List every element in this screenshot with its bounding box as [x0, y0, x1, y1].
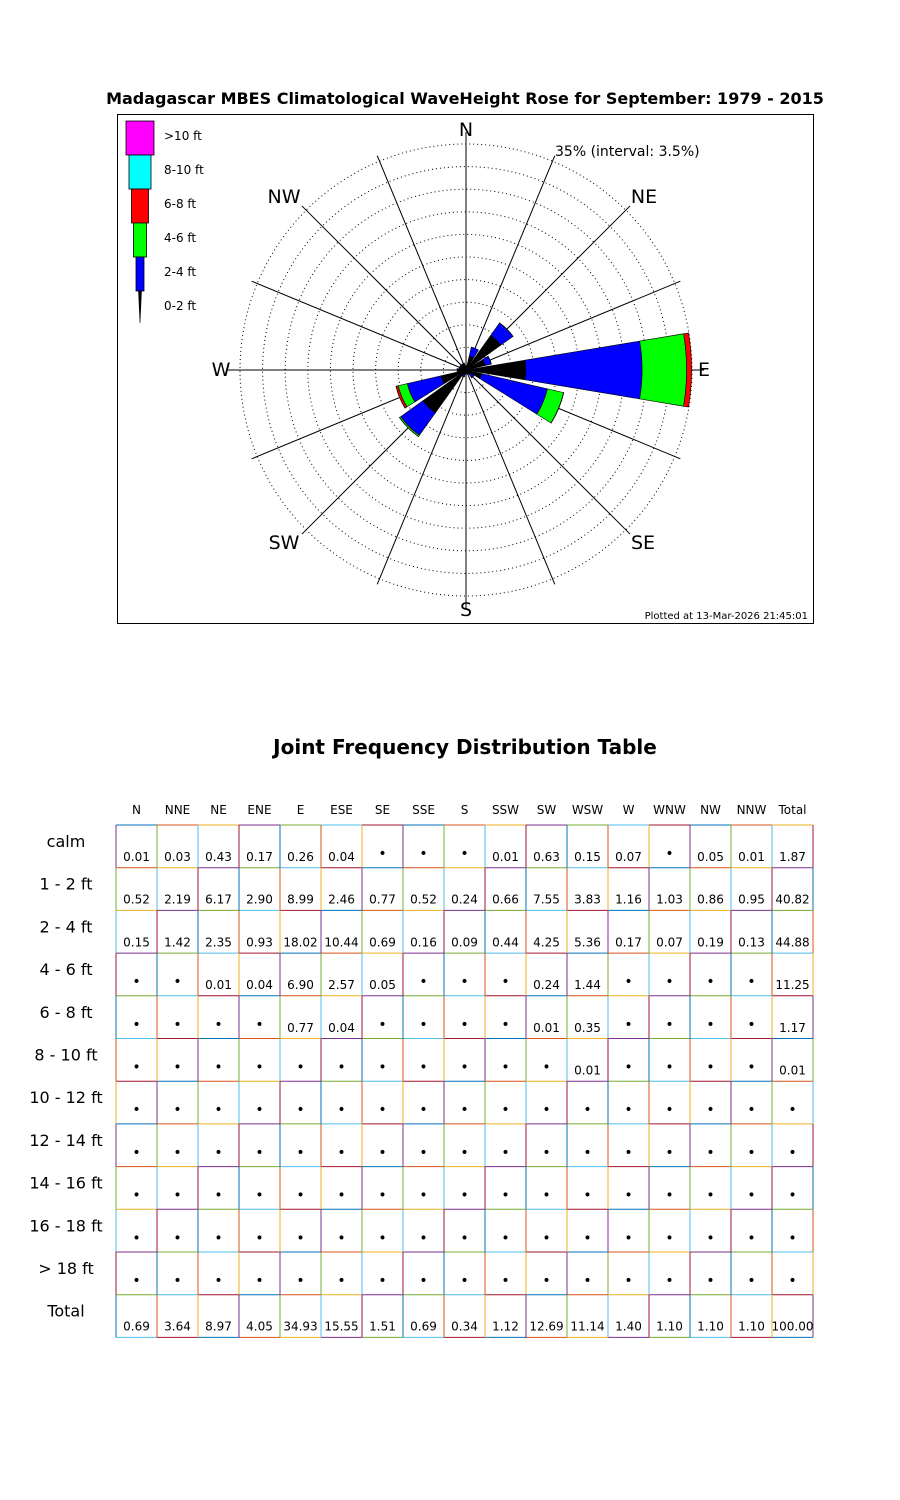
column-header-ene: ENE [247, 803, 272, 817]
column-header-se: SE [374, 803, 391, 817]
column-header-ese: ESE [330, 803, 353, 817]
table-cell: • [419, 846, 428, 862]
column-header-total: Total [778, 803, 807, 817]
column-header-w: W [622, 803, 635, 817]
table-cell: • [624, 1059, 633, 1076]
table-cell: 12.69 [529, 1319, 564, 1334]
table-cell: • [255, 1102, 264, 1119]
table-cell: • [747, 1144, 756, 1161]
table-cell: • [460, 1273, 469, 1289]
table-cell: • [583, 1144, 592, 1161]
row-label: 16 - 18 ft [29, 1216, 103, 1236]
table-cell: 2.46 [328, 892, 355, 907]
rose-title: Madagascar MBES Climatological WaveHeight Rose for September: 1979 - 2015 [106, 89, 824, 108]
table-cell: • [337, 1059, 346, 1076]
plotted-timestamp: Plotted at 13-Mar-2026 21:45:01 [644, 611, 808, 622]
table-cell: • [460, 1187, 469, 1204]
table-cell: 0.63 [533, 850, 560, 864]
rose-spoke [302, 206, 466, 370]
table-cell: • [255, 1059, 264, 1076]
table-cell: • [583, 1187, 592, 1204]
table-cell: 1.17 [779, 1020, 806, 1035]
table-cell: • [214, 1016, 223, 1033]
compass-label-nw: NW [267, 186, 301, 208]
table-cell: • [788, 1144, 797, 1161]
table-cell: • [706, 1144, 715, 1161]
table-cell: 4.25 [533, 935, 560, 950]
row-label: 4 - 6 ft [39, 960, 93, 980]
table-cell: • [296, 1102, 305, 1119]
table-cell: • [624, 1230, 633, 1247]
table-cell: 0.01 [779, 1063, 806, 1078]
table-cell: 3.83 [574, 892, 601, 907]
table-cell: • [542, 1144, 551, 1161]
table-cell: 0.01 [738, 850, 765, 864]
table-cell: • [337, 1144, 346, 1161]
table-cell: • [665, 1144, 674, 1161]
table-cell: 1.16 [615, 892, 642, 907]
compass-label-e: E [697, 359, 711, 381]
column-header-nw: NW [700, 803, 721, 817]
legend-label: 8-10 ft [164, 163, 204, 177]
table-cell: • [214, 1273, 223, 1289]
rose-spoke [252, 281, 466, 370]
table-cell: • [419, 1144, 428, 1161]
table-cell: 0.69 [410, 1319, 437, 1334]
table-cell: • [706, 1187, 715, 1204]
rose-plot-frame [117, 114, 814, 624]
table-cell: • [788, 1187, 797, 1204]
column-header-ssw: SSW [491, 803, 520, 817]
table-cell: • [788, 1230, 797, 1247]
table-cell: 0.19 [697, 935, 724, 950]
table-cell: 6.17 [205, 892, 232, 907]
table-cell: • [173, 1187, 182, 1204]
table-cell: 6.90 [287, 978, 314, 993]
table-cell: 0.07 [656, 935, 683, 950]
table-cell: • [501, 1102, 510, 1119]
table-cell: 0.77 [369, 892, 396, 907]
table-cell: 0.86 [697, 892, 724, 907]
table-cell: • [296, 1144, 305, 1161]
table-cell: • [542, 1230, 551, 1247]
table-cell: • [460, 846, 469, 862]
table-cell: • [132, 1273, 141, 1289]
table-cell: • [296, 1230, 305, 1247]
table-cell: • [665, 1102, 674, 1119]
table-cell: 0.43 [205, 850, 232, 864]
column-header-wsw: WSW [571, 803, 604, 817]
compass-label-ne: NE [630, 186, 658, 208]
table-cell: • [132, 1016, 141, 1033]
table-cell: • [542, 1102, 551, 1119]
table-cell: 0.04 [246, 978, 273, 993]
row-label: 10 - 12 ft [29, 1088, 103, 1108]
table-cell: 18.02 [283, 935, 318, 950]
table-cell: 34.93 [283, 1319, 318, 1334]
table-cell: 0.52 [123, 892, 150, 907]
table-cell: • [419, 974, 428, 991]
table-cell: 1.44 [574, 978, 601, 993]
radius-scale-label: 35% (interval: 3.5%) [555, 144, 700, 160]
table-title: Joint Frequency Distribution Table [273, 735, 657, 759]
table-cell: • [132, 1102, 141, 1119]
table-cell: • [501, 1016, 510, 1033]
table-cell: • [296, 1273, 305, 1289]
table-cell: 3.64 [164, 1319, 191, 1334]
table-cell: • [583, 1230, 592, 1247]
compass-label-s: S [459, 599, 473, 621]
column-header-sse: SSE [412, 803, 435, 817]
table-cell: 0.01 [205, 978, 232, 993]
table-cell: • [378, 1187, 387, 1204]
table-cell: • [747, 1102, 756, 1119]
row-label: calm [46, 832, 86, 851]
table-cell: • [255, 1016, 264, 1033]
table-cell: • [706, 1059, 715, 1076]
rose-wedge-sse-bin1 [467, 373, 469, 374]
table-cell: • [132, 974, 141, 991]
table-cell: • [542, 1059, 551, 1076]
table-cell: • [665, 1187, 674, 1204]
table-cell: • [501, 974, 510, 991]
table-cell: 0.66 [492, 892, 519, 907]
column-header-sw: SW [536, 803, 557, 817]
table-cell: 5.36 [574, 935, 601, 950]
table-cell: • [214, 1102, 223, 1119]
table-cell: 2.90 [246, 892, 273, 907]
table-cell: • [132, 1230, 141, 1247]
table-cell: 0.69 [369, 935, 396, 950]
table-cell: • [337, 1102, 346, 1119]
table-cell: • [747, 1016, 756, 1033]
table-cell: • [255, 1273, 264, 1289]
table-cell: 0.44 [492, 935, 519, 950]
legend-label: 4-6 ft [164, 231, 197, 245]
table-cell: 0.09 [451, 935, 478, 950]
table-cell: • [173, 1016, 182, 1033]
table-cell: • [788, 1273, 797, 1289]
column-header-e: E [296, 803, 305, 817]
table-cell: • [706, 1230, 715, 1247]
table-cell: 40.82 [775, 892, 810, 907]
table-cell: 1.51 [369, 1319, 396, 1334]
table-cell: 0.13 [738, 935, 765, 950]
table-cell: • [378, 1230, 387, 1247]
legend-swatch [136, 257, 144, 291]
table-cell: • [132, 1187, 141, 1204]
legend-label: >10 ft [164, 129, 202, 143]
table-cell: • [132, 1144, 141, 1161]
rose-wedge-w-bin1 [457, 369, 458, 372]
table-cell: • [460, 974, 469, 991]
table-cell: 0.15 [574, 850, 601, 864]
table-cell: 1.12 [492, 1319, 519, 1334]
table-cell: • [378, 1016, 387, 1033]
table-cell: 1.10 [697, 1319, 724, 1334]
table-cell: • [706, 1273, 715, 1289]
table-cell: • [460, 1016, 469, 1033]
table-cell: • [173, 974, 182, 991]
table-cell: • [747, 974, 756, 991]
legend-label: 2-4 ft [164, 265, 197, 279]
table-cell: 7.55 [533, 892, 560, 907]
legend-label: 0-2 ft [164, 299, 197, 313]
legend-swatch [126, 121, 154, 155]
table-cell: • [337, 1273, 346, 1289]
table-cell: • [173, 1059, 182, 1076]
table-cell: • [255, 1230, 264, 1247]
table-cell: 0.17 [615, 935, 642, 950]
table-cell: • [624, 1273, 633, 1289]
rose-spoke [377, 156, 466, 370]
table-cell: • [173, 1230, 182, 1247]
table-cell: • [788, 1102, 797, 1119]
table-cell: 0.34 [451, 1319, 478, 1334]
row-label: > 18 ft [38, 1259, 94, 1278]
table-cell: 0.35 [574, 1020, 601, 1035]
table-cell: • [624, 1187, 633, 1204]
legend-swatch [139, 291, 142, 323]
table-cell: • [255, 1144, 264, 1161]
table-cell: • [542, 1273, 551, 1289]
column-header-wnw: WNW [653, 803, 686, 817]
table-cell: • [419, 1230, 428, 1247]
table-cell: 2.57 [328, 978, 355, 993]
legend-swatch [132, 189, 149, 223]
table-cell: 0.04 [328, 850, 355, 864]
table-cell: 1.87 [779, 850, 806, 864]
joint-frequency-table [0, 795, 900, 1355]
table-cell: • [624, 1102, 633, 1119]
table-cell: • [173, 1102, 182, 1119]
table-cell: • [173, 1144, 182, 1161]
table-cell: 0.05 [697, 850, 724, 864]
legend-swatch [134, 223, 147, 257]
legend-swatch [129, 155, 151, 189]
table-cell: 0.16 [410, 935, 437, 950]
table-cell: 4.05 [246, 1319, 273, 1334]
table-cell: • [583, 1102, 592, 1119]
table-cell: • [419, 1187, 428, 1204]
table-cell: • [501, 1230, 510, 1247]
table-cell: • [624, 1016, 633, 1033]
table-cell: 0.17 [246, 850, 273, 864]
row-label: 1 - 2 ft [39, 874, 93, 894]
table-cell: • [706, 1016, 715, 1033]
table-cell: • [378, 1144, 387, 1161]
table-cell: • [419, 1102, 428, 1119]
row-label: 2 - 4 ft [39, 917, 93, 937]
row-label: 6 - 8 ft [39, 1002, 93, 1022]
compass-label-se: SE [630, 532, 656, 554]
table-cell: 100.00 [771, 1319, 814, 1334]
table-cell: • [501, 1187, 510, 1204]
table-cell: • [747, 1230, 756, 1247]
column-header-n: N [132, 803, 141, 817]
table-cell: • [296, 1059, 305, 1076]
compass-label-sw: SW [268, 532, 300, 554]
table-cell: • [460, 1230, 469, 1247]
table-cell: 0.93 [246, 935, 273, 950]
table-cell: • [378, 846, 387, 862]
table-cell: 0.24 [533, 978, 560, 993]
row-label: 14 - 16 ft [29, 1173, 103, 1193]
table-cell: • [501, 1059, 510, 1076]
table-cell: • [665, 846, 674, 862]
table-cell: 0.15 [123, 935, 150, 950]
table-cell: 8.99 [287, 892, 314, 907]
table-cell: 11.25 [775, 978, 810, 993]
table-cell: 0.04 [328, 1020, 355, 1035]
row-label: 8 - 10 ft [34, 1045, 98, 1065]
table-cell: 0.24 [451, 892, 478, 907]
table-cell: 2.35 [205, 935, 232, 950]
table-cell: 0.03 [164, 850, 191, 864]
table-cell: • [665, 974, 674, 991]
table-cell: • [665, 1059, 674, 1076]
table-cell: • [501, 1144, 510, 1161]
table-cell: • [337, 1187, 346, 1204]
table-cell: 1.42 [164, 935, 191, 950]
table-cell: 0.69 [123, 1319, 150, 1334]
table-cell: • [214, 1059, 223, 1076]
table-cell: 1.10 [738, 1319, 765, 1334]
table-cell: 0.05 [369, 978, 396, 993]
table-cell: • [747, 1273, 756, 1289]
table-cell: • [624, 974, 633, 991]
table-cell: 1.40 [615, 1319, 642, 1334]
column-header-s: S [460, 803, 469, 817]
table-cell: • [419, 1273, 428, 1289]
table-cell: 11.14 [570, 1319, 605, 1334]
table-cell: 0.52 [410, 892, 437, 907]
table-cell: • [624, 1144, 633, 1161]
table-cell: 0.26 [287, 850, 314, 864]
wave-rose-chart [118, 115, 813, 623]
table-cell: • [747, 1059, 756, 1076]
table-cell: • [460, 1144, 469, 1161]
table-cell: 1.03 [656, 892, 683, 907]
table-cell: • [747, 1187, 756, 1204]
compass-label-n: N [458, 119, 474, 141]
table-cell: • [214, 1187, 223, 1204]
table-cell: • [665, 1016, 674, 1033]
table-cell: • [419, 1059, 428, 1076]
table-cell: • [173, 1273, 182, 1289]
table-cell: 15.55 [324, 1319, 359, 1334]
table-cell: 0.01 [533, 1020, 560, 1035]
table-cell: 0.95 [738, 892, 765, 907]
table-cell: 0.01 [574, 1063, 601, 1078]
compass-label-w: W [211, 359, 231, 381]
table-cell: • [337, 1230, 346, 1247]
table-cell: • [214, 1144, 223, 1161]
table-cell: • [378, 1102, 387, 1119]
row-label: 12 - 14 ft [29, 1130, 103, 1150]
table-cell: • [255, 1187, 264, 1204]
table-cell: 0.01 [123, 850, 150, 864]
table-cell: 10.44 [324, 935, 359, 950]
rose-wedge-n-bin1 [465, 366, 466, 367]
table-cell: 44.88 [775, 935, 810, 950]
column-header-nne: NNE [164, 803, 191, 817]
table-cell: • [296, 1187, 305, 1204]
table-cell: • [378, 1273, 387, 1289]
table-cell: • [132, 1059, 141, 1076]
table-cell: 8.97 [205, 1319, 232, 1334]
table-cell: 1.10 [656, 1319, 683, 1334]
table-cell: 0.07 [615, 850, 642, 864]
table-cell: • [706, 974, 715, 991]
table-cell: • [214, 1230, 223, 1247]
table-cell: • [460, 1059, 469, 1076]
table-cell: • [419, 1016, 428, 1033]
table-cell: 0.01 [492, 850, 519, 864]
table-cell: 2.19 [164, 892, 191, 907]
table-cell: • [583, 1273, 592, 1289]
table-cell: • [542, 1187, 551, 1204]
column-header-ne: NE [210, 803, 227, 817]
column-header-nnw: NNW [736, 803, 767, 817]
row-label: Total [47, 1301, 85, 1321]
table-cell: • [665, 1273, 674, 1289]
table-cell: • [378, 1059, 387, 1076]
legend-label: 6-8 ft [164, 197, 197, 211]
table-cell: • [706, 1102, 715, 1119]
rose-wedge-e-bin2 [640, 334, 687, 406]
table-cell: 0.77 [287, 1020, 314, 1035]
table-cell: • [665, 1230, 674, 1247]
table-cell: • [501, 1273, 510, 1289]
table-cell: • [460, 1102, 469, 1119]
